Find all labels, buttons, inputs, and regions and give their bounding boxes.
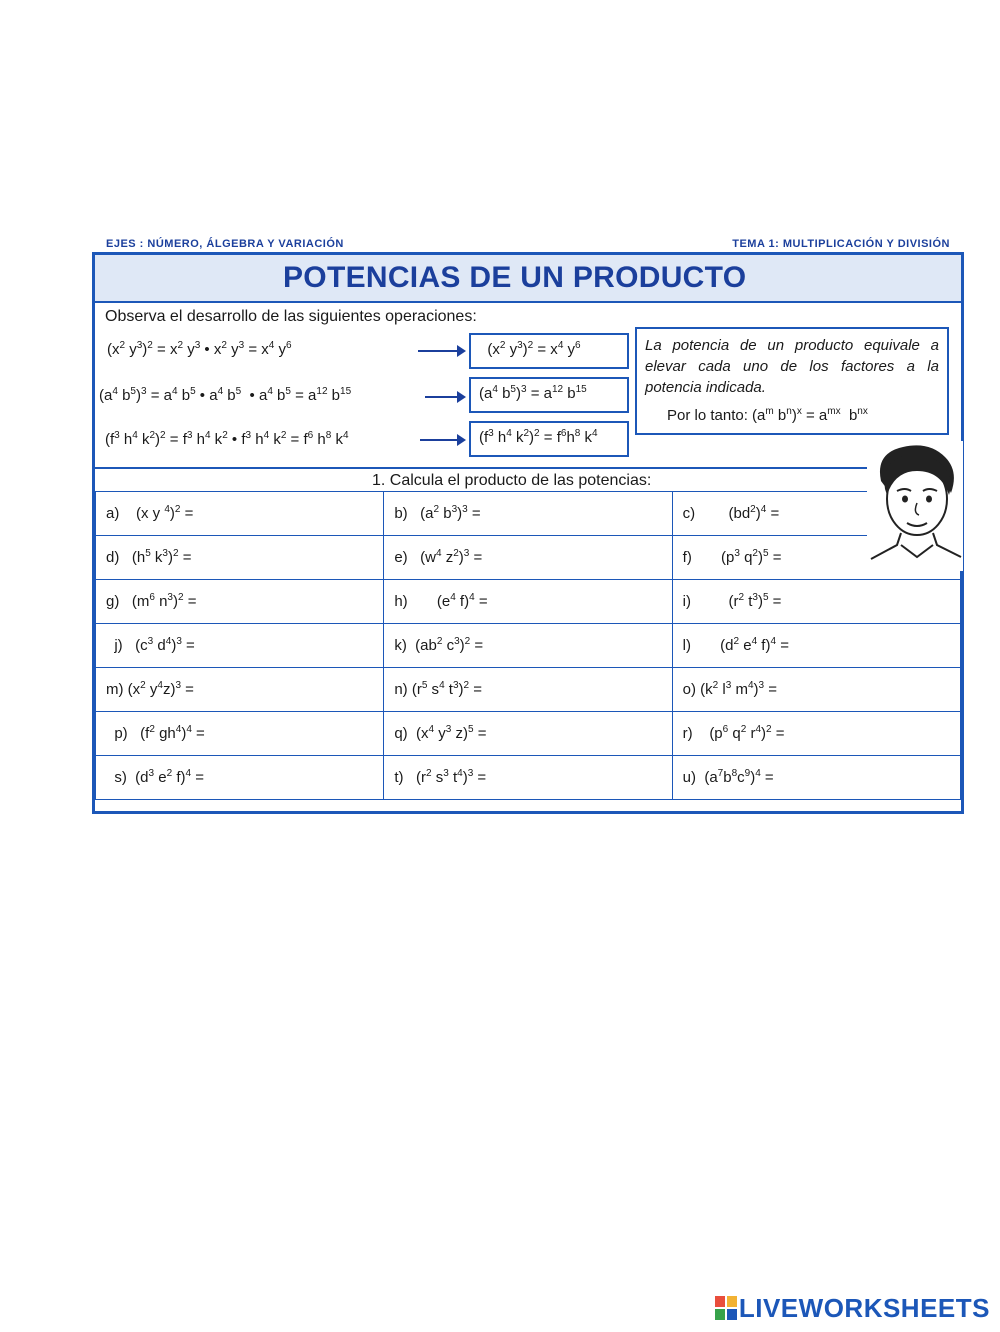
table-row bbox=[96, 668, 961, 712]
exercise-s[interactable]: s) ($d^3$ $e^2$ f)$^4$ = bbox=[96, 756, 384, 800]
example-2-expansion: ($a^4$ $b^5)^3 = a^4$ $b^5$ • $a^4$ $b^5$ • $a^4$ $b^5 = a^{12}$ $b^{15}$ bbox=[99, 386, 352, 404]
exercise-e[interactable]: e) ($w^4$ $z^2)^3$ = bbox=[384, 536, 672, 580]
boy-illustration bbox=[867, 441, 963, 571]
rule-conclusion: Por lo tanto: ($a^m$ $b^n)^x = a^{mx}$ $b^{nx}$ bbox=[667, 406, 868, 424]
exercise-d[interactable]: d) ($h^5$ $k^3)^2$ = bbox=[96, 536, 384, 580]
exercise-q[interactable]: q) ($x^4$ $y^3$ z)$^5$ = bbox=[384, 712, 672, 756]
exercise-grid bbox=[95, 491, 961, 800]
section-title-text: 1. Calcula el producto de las potencias: bbox=[372, 472, 652, 489]
rule-text: La potencia de un producto equivale a elevar cada uno de los factores a la potencia indicada. bbox=[645, 337, 939, 396]
exercise-o[interactable]: o) ($k^2$ $l^3$ $m^4)^3$ = bbox=[672, 668, 960, 712]
exercise-f[interactable]: f) ($p^3$ $q^2)^5$ = bbox=[672, 536, 960, 580]
table-row bbox=[96, 712, 961, 756]
exercise-k[interactable]: k) ($ab^2$ $c^3)^2$ = bbox=[384, 624, 672, 668]
rule-box bbox=[635, 327, 949, 435]
example-3-result: ($f^3$ $h^4$ $k^2)^2 = f^6h^8$ $k^4$ bbox=[469, 421, 629, 457]
exercise-r[interactable]: r) ($p^6$ $q^2$ $r^4)^2$ = bbox=[672, 712, 960, 756]
arrow-2 bbox=[425, 396, 464, 398]
arrow-1 bbox=[418, 350, 464, 352]
liveworksheets-icon bbox=[715, 1296, 737, 1320]
table-row bbox=[96, 492, 961, 536]
example-1-result: ($x^2$ $y^3)^2 = x^4$ $y^6$ bbox=[469, 333, 629, 369]
header-strip bbox=[100, 238, 960, 252]
worksheet bbox=[92, 252, 964, 814]
arrow-3 bbox=[420, 439, 464, 441]
page-title: POTENCIAS DE UN PRODUCTO bbox=[283, 261, 747, 294]
table-row bbox=[96, 580, 961, 624]
table-row bbox=[96, 624, 961, 668]
exercise-u[interactable]: u) $(a^7b^8c^9)^4$ = bbox=[672, 756, 960, 800]
exercise-n[interactable]: n) ($r^5$ $s^4$ $t^3)^2$ = bbox=[384, 668, 672, 712]
example-2-result: ($a^4$ $b^5)^3 = a^{12}$ $b^{15}$ bbox=[469, 377, 629, 413]
exercise-m[interactable]: m) ($x^2$ $y^4z)^3$ = bbox=[96, 668, 384, 712]
exercise-t[interactable]: t) ($r^2$ $s^3$ $t^4)^3$ = bbox=[384, 756, 672, 800]
exercise-i[interactable]: i) ($r^2$ $t^3)^5$ = bbox=[672, 580, 960, 624]
brand-logo bbox=[715, 1293, 990, 1324]
exercise-h[interactable]: h) ($e^4$ f)$^4$ = bbox=[384, 580, 672, 624]
brand-text: LIVEWORKSHEETS bbox=[738, 1293, 990, 1323]
exercise-p[interactable]: p) ($f^2$ $gh^4)^4$ = bbox=[96, 712, 384, 756]
exercise-l[interactable]: l) ($d^2$ $e^4$ f)$^4$ = bbox=[672, 624, 960, 668]
title-band bbox=[95, 255, 961, 303]
conclusion-label: Por lo tanto: bbox=[667, 407, 748, 424]
header-left: EJES : NÚMERO, ÁLGEBRA Y VARIACIÓN bbox=[106, 238, 344, 250]
exercise-b[interactable]: b) ($a^2$ $b^3)^3$ = bbox=[384, 492, 672, 536]
exercise-a[interactable]: a) (x y $^4$)$^2$ = bbox=[96, 492, 384, 536]
table-row bbox=[96, 756, 961, 800]
exercise-j[interactable]: j) ($c^3$ $d^4)^3$ = bbox=[96, 624, 384, 668]
exercise-g[interactable]: g) ($m^6$ $n^3)^2$ = bbox=[96, 580, 384, 624]
example-3-expansion: ($f^3$ $h^4$ $k^2)^2 = f^3$ $h^4$ $k^2$ • $f^3$ $h^4$ $k^2 = f^6$ $h^8$ $k^4$ bbox=[105, 430, 349, 448]
header-right: TEMA 1: MULTIPLICACIÓN Y DIVISIÓN bbox=[732, 238, 950, 250]
table-row bbox=[96, 536, 961, 580]
exercise-c[interactable]: c) $(bd^2)^4$ = bbox=[672, 492, 960, 536]
intro-text: Observa el desarrollo de las siguientes operaciones: bbox=[105, 308, 477, 325]
exercise-section-title bbox=[95, 467, 961, 493]
example-1-expansion: ($x^2$ $y^3)^2 = x^2$ $y^3$ • $x^2$ $y^3 = x^4$ $y^6$ bbox=[107, 340, 292, 358]
